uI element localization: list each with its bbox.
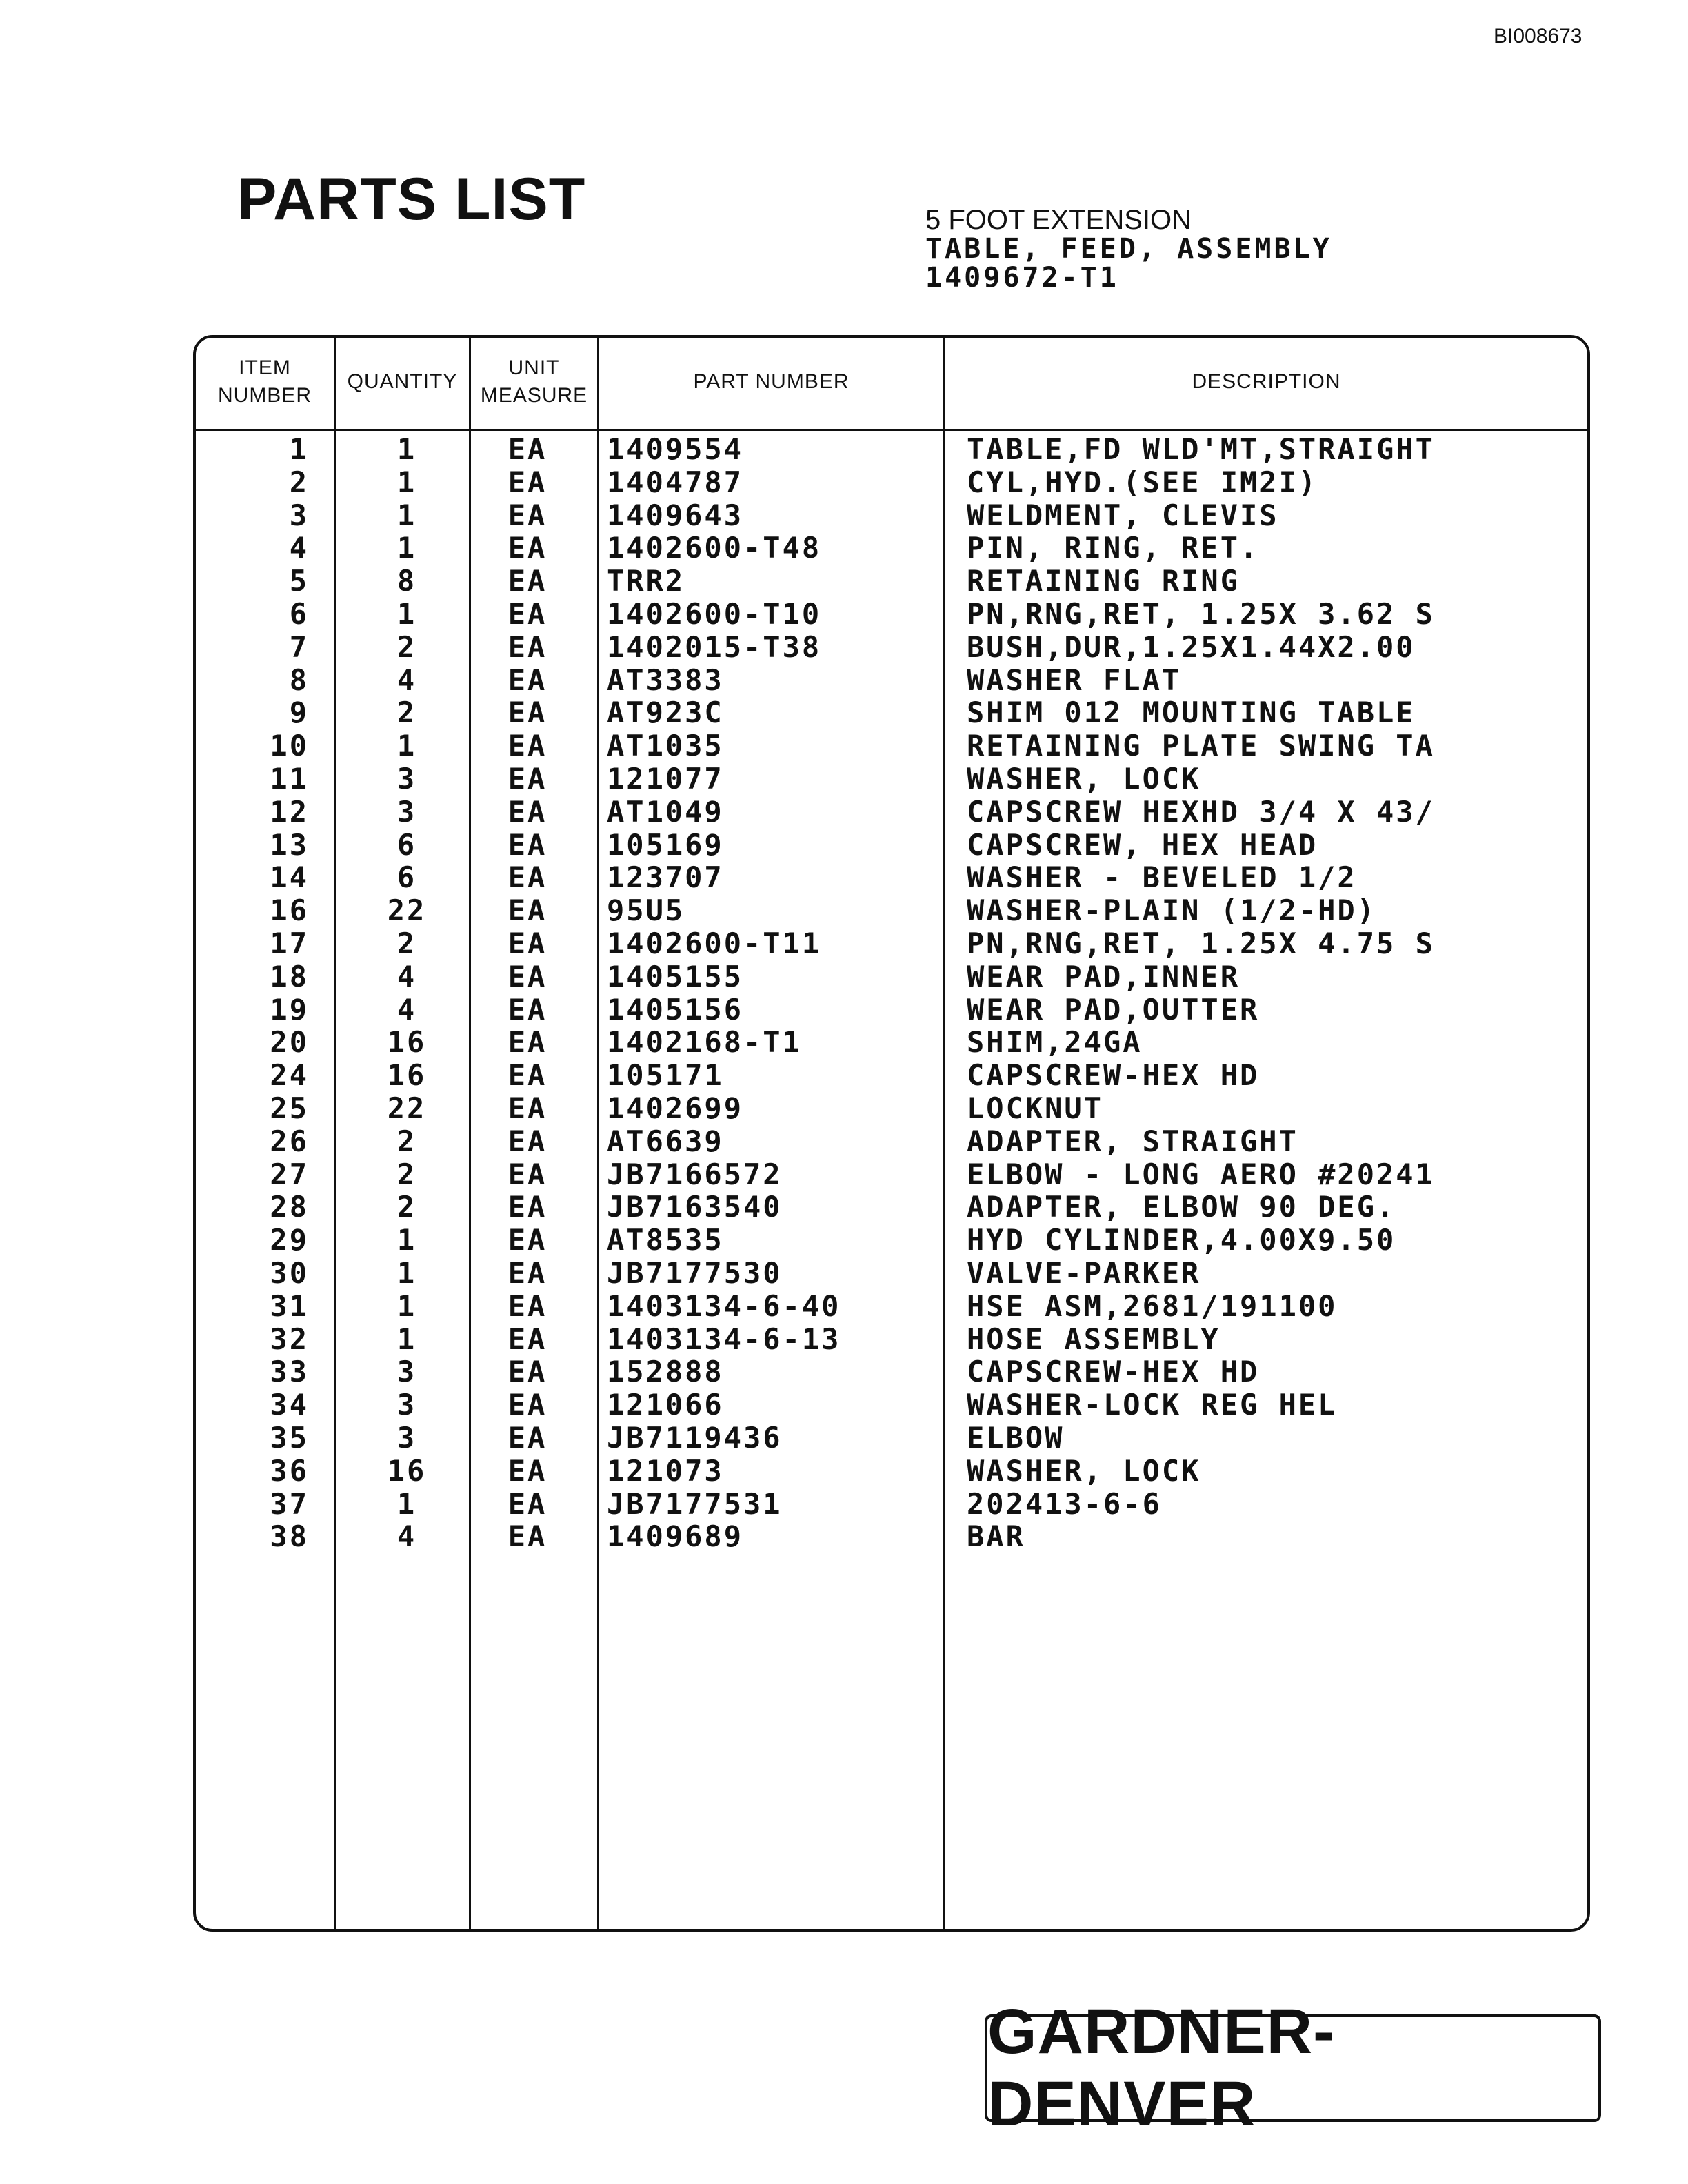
unit-measure-cell: EA — [508, 926, 547, 960]
item-number-cell: 13 — [270, 827, 309, 862]
quantity-cell: 2 — [396, 926, 417, 960]
description-cell: WASHER - BEVELED 1/2 — [967, 860, 1357, 895]
table-row — [193, 960, 1590, 993]
header-text: UNIT — [508, 356, 560, 379]
unit-measure-cell: EA — [508, 1157, 547, 1191]
quantity-cell: 16 — [387, 1058, 427, 1093]
unit-measure-cell: EA — [508, 432, 547, 466]
description-cell: SHIM,24GA — [967, 1025, 1143, 1060]
table-row — [193, 433, 1590, 466]
table-row — [193, 565, 1590, 598]
part-number-cell: 152888 — [607, 1355, 724, 1389]
unit-measure-cell: EA — [508, 696, 547, 730]
header-description — [945, 335, 1587, 429]
unit-measure-cell: EA — [508, 761, 547, 796]
item-number-cell: 29 — [270, 1223, 309, 1257]
quantity-cell: 4 — [396, 1519, 417, 1554]
quantity-cell: 3 — [396, 1355, 417, 1389]
item-number-cell: 31 — [270, 1288, 309, 1323]
description-cell: WELDMENT, CLEVIS — [967, 498, 1279, 532]
item-number-cell: 27 — [270, 1157, 309, 1191]
quantity-cell: 1 — [396, 432, 417, 466]
description-cell: WASHER-PLAIN (1/2-HD) — [967, 893, 1377, 928]
page-title: PARTS LIST — [237, 166, 586, 232]
unit-measure-cell: EA — [508, 729, 547, 763]
description-cell: HOSE ASSEMBLY — [967, 1322, 1220, 1356]
unit-measure-cell: EA — [508, 1288, 547, 1323]
item-number-cell: 12 — [270, 794, 309, 829]
part-number-cell: 121077 — [607, 761, 724, 796]
item-number-cell: 32 — [270, 1322, 309, 1356]
table-row — [193, 861, 1590, 894]
quantity-cell: 2 — [396, 1190, 417, 1224]
item-number-cell: 11 — [270, 761, 309, 796]
part-number-cell: JB7177530 — [607, 1255, 783, 1290]
item-number-cell: 24 — [270, 1058, 309, 1093]
part-number-cell: 105169 — [607, 827, 724, 862]
item-number-cell: 14 — [270, 860, 309, 895]
description-cell: HYD CYLINDER,4.00X9.50 — [967, 1223, 1396, 1257]
item-number-cell: 2 — [289, 465, 309, 499]
item-number-cell: 17 — [270, 926, 309, 960]
part-number-cell: JB7177531 — [607, 1486, 783, 1521]
header-text: DESCRIPTION — [1192, 370, 1341, 393]
quantity-cell: 1 — [396, 1255, 417, 1290]
header-item-number — [196, 335, 334, 429]
table-row — [193, 1488, 1590, 1521]
table-row — [193, 762, 1590, 796]
item-number-cell: 33 — [270, 1355, 309, 1389]
item-number-cell: 8 — [289, 663, 309, 697]
item-number-cell: 6 — [289, 596, 309, 631]
unit-measure-cell: EA — [508, 1223, 547, 1257]
table-row — [193, 598, 1590, 631]
assembly-header — [925, 205, 1332, 292]
header-part-number — [599, 335, 943, 429]
quantity-cell: 1 — [396, 465, 417, 499]
unit-measure-cell: EA — [508, 1124, 547, 1158]
header-text: QUANTITY — [347, 370, 458, 393]
unit-measure-cell: EA — [508, 860, 547, 895]
quantity-cell: 1 — [396, 1223, 417, 1257]
description-cell: LOCKNUT — [967, 1091, 1104, 1125]
table-row — [193, 1158, 1590, 1191]
unit-measure-cell: EA — [508, 1190, 547, 1224]
quantity-cell: 6 — [396, 860, 417, 895]
header-text: NUMBER — [217, 384, 312, 407]
part-number-cell: 105171 — [607, 1058, 724, 1093]
part-number-cell: JB7166572 — [607, 1157, 783, 1191]
unit-measure-cell: EA — [508, 1486, 547, 1521]
part-number-cell: 1403134-6-13 — [607, 1322, 841, 1356]
table-row — [193, 1290, 1590, 1323]
table-row — [193, 1520, 1590, 1553]
part-number-cell: JB7119436 — [607, 1420, 783, 1455]
unit-measure-cell: EA — [508, 1255, 547, 1290]
part-number-cell: 1409554 — [607, 432, 744, 466]
description-cell: PIN, RING, RET. — [967, 531, 1260, 565]
part-number-cell: 1404787 — [607, 465, 744, 499]
table-row — [193, 829, 1590, 862]
description-cell: ADAPTER, ELBOW 90 DEG. — [967, 1190, 1396, 1224]
item-number-cell: 10 — [270, 729, 309, 763]
table-row — [193, 1388, 1590, 1422]
unit-measure-cell: EA — [508, 498, 547, 532]
unit-measure-cell: EA — [508, 1453, 547, 1488]
table-row — [193, 664, 1590, 697]
table-row — [193, 499, 1590, 532]
description-cell: CAPSCREW HEXHD 3/4 X 43/ — [967, 794, 1435, 829]
unit-measure-cell: EA — [508, 564, 547, 598]
quantity-cell: 1 — [396, 596, 417, 631]
part-number-cell: 1402600-T10 — [607, 596, 822, 631]
table-row — [193, 1125, 1590, 1158]
unit-measure-cell: EA — [508, 1355, 547, 1389]
description-cell: BUSH,DUR,1.25X1.44X2.00 — [967, 629, 1416, 664]
table-row — [193, 1092, 1590, 1125]
description-cell: WEAR PAD,INNER — [967, 959, 1240, 993]
description-cell: CYL,HYD.(SEE IM2I) — [967, 465, 1318, 499]
description-cell: PN,RNG,RET, 1.25X 3.62 S — [967, 596, 1435, 631]
quantity-cell: 22 — [387, 893, 427, 928]
quantity-cell: 2 — [396, 1124, 417, 1158]
item-number-cell: 19 — [270, 992, 309, 1027]
description-cell: ELBOW - LONG AERO #20241 — [967, 1157, 1435, 1191]
quantity-cell: 2 — [396, 629, 417, 664]
table-row — [193, 631, 1590, 664]
item-number-cell: 35 — [270, 1420, 309, 1455]
quantity-cell: 4 — [396, 992, 417, 1027]
description-cell: HSE ASM,2681/191100 — [967, 1288, 1338, 1323]
item-number-cell: 4 — [289, 531, 309, 565]
table-row — [193, 466, 1590, 499]
description-cell: WASHER, LOCK — [967, 1453, 1201, 1488]
unit-measure-cell: EA — [508, 893, 547, 928]
description-cell: 202413-6-6 — [967, 1486, 1162, 1521]
part-number-cell: 121073 — [607, 1453, 724, 1488]
description-cell: WASHER-LOCK REG HEL — [967, 1388, 1338, 1422]
description-cell: SHIM 012 MOUNTING TABLE — [967, 696, 1416, 730]
part-number-cell: AT3383 — [607, 663, 724, 697]
item-number-cell: 25 — [270, 1091, 309, 1125]
part-number-cell: 95U5 — [607, 893, 685, 928]
assembly-name: TABLE, FEED, ASSEMBLY — [925, 233, 1332, 265]
unit-measure-cell: EA — [508, 959, 547, 993]
unit-measure-cell: EA — [508, 663, 547, 697]
quantity-cell: 1 — [396, 1322, 417, 1356]
unit-measure-cell: EA — [508, 794, 547, 829]
part-number-cell: 1405156 — [607, 992, 744, 1027]
part-number-cell: AT6639 — [607, 1124, 724, 1158]
quantity-cell: 2 — [396, 696, 417, 730]
quantity-cell: 4 — [396, 959, 417, 993]
table-row — [193, 1355, 1590, 1388]
quantity-cell: 1 — [396, 1486, 417, 1521]
parts-table-body — [193, 433, 1590, 1553]
quantity-cell: 1 — [396, 498, 417, 532]
item-number-cell: 9 — [289, 696, 309, 730]
unit-measure-cell: EA — [508, 992, 547, 1027]
table-row — [193, 1026, 1590, 1059]
part-number-cell: 1403134-6-40 — [607, 1288, 841, 1323]
part-number-cell: AT923C — [607, 696, 724, 730]
part-number-cell: AT1035 — [607, 729, 724, 763]
header-text: ITEM — [239, 356, 291, 379]
table-row — [193, 1422, 1590, 1455]
table-row — [193, 993, 1590, 1027]
item-number-cell: 16 — [270, 893, 309, 928]
table-row — [193, 1323, 1590, 1356]
part-number-cell: JB7163540 — [607, 1190, 783, 1224]
part-number-cell: 1402600-T48 — [607, 531, 822, 565]
table-row — [193, 696, 1590, 729]
part-number-cell: AT8535 — [607, 1223, 724, 1257]
table-row — [193, 927, 1590, 960]
description-cell: BAR — [967, 1519, 1025, 1554]
part-number-cell: 1402600-T11 — [607, 926, 822, 960]
document-id: BI008673 — [1494, 25, 1582, 48]
item-number-cell: 36 — [270, 1453, 309, 1488]
table-row — [193, 894, 1590, 927]
table-row — [193, 532, 1590, 565]
part-number-cell: 1409643 — [607, 498, 744, 532]
assembly-subtitle: 5 FOOT EXTENSION — [925, 205, 1192, 235]
quantity-cell: 3 — [396, 1420, 417, 1455]
table-row — [193, 1191, 1590, 1224]
header-divider — [193, 429, 1590, 431]
item-number-cell: 26 — [270, 1124, 309, 1158]
description-cell: TABLE,FD WLD'MT,STRAIGHT — [967, 432, 1435, 466]
table-row — [193, 729, 1590, 762]
item-number-cell: 5 — [289, 564, 309, 598]
quantity-cell: 6 — [396, 827, 417, 862]
item-number-cell: 30 — [270, 1255, 309, 1290]
quantity-cell: 3 — [396, 1388, 417, 1422]
quantity-cell: 1 — [396, 729, 417, 763]
description-cell: WASHER, LOCK — [967, 761, 1201, 796]
part-number-cell: 121066 — [607, 1388, 724, 1422]
item-number-cell: 3 — [289, 498, 309, 532]
item-number-cell: 18 — [270, 959, 309, 993]
unit-measure-cell: EA — [508, 1091, 547, 1125]
quantity-cell: 3 — [396, 794, 417, 829]
logo-text: GARDNER-DENVER — [987, 1996, 1335, 2139]
unit-measure-cell: EA — [508, 1025, 547, 1060]
description-cell: WEAR PAD,OUTTER — [967, 992, 1260, 1027]
part-number-cell: 123707 — [607, 860, 724, 895]
item-number-cell: 37 — [270, 1486, 309, 1521]
item-number-cell: 38 — [270, 1519, 309, 1554]
header-text: MEASURE — [480, 384, 588, 407]
item-number-cell: 20 — [270, 1025, 309, 1060]
part-number-cell: TRR2 — [607, 564, 685, 598]
unit-measure-cell: EA — [508, 1058, 547, 1093]
table-row — [193, 796, 1590, 829]
part-number-cell: AT1049 — [607, 794, 724, 829]
unit-measure-cell: EA — [508, 596, 547, 631]
unit-measure-cell: EA — [508, 629, 547, 664]
description-cell: PN,RNG,RET, 1.25X 4.75 S — [967, 926, 1435, 960]
quantity-cell: 4 — [396, 663, 417, 697]
unit-measure-cell: EA — [508, 827, 547, 862]
description-cell: RETAINING PLATE SWING TA — [967, 729, 1435, 763]
quantity-cell: 1 — [396, 1288, 417, 1323]
unit-measure-cell: EA — [508, 531, 547, 565]
table-row — [193, 1257, 1590, 1290]
description-cell: WASHER FLAT — [967, 663, 1182, 697]
unit-measure-cell: EA — [508, 465, 547, 499]
unit-measure-cell: EA — [508, 1519, 547, 1554]
unit-measure-cell: EA — [508, 1388, 547, 1422]
part-number-cell: 1405155 — [607, 959, 744, 993]
quantity-cell: 3 — [396, 761, 417, 796]
description-cell: CAPSCREW-HEX HD — [967, 1355, 1260, 1389]
header-quantity — [336, 335, 469, 429]
description-cell: CAPSCREW, HEX HEAD — [967, 827, 1318, 862]
quantity-cell: 16 — [387, 1025, 427, 1060]
description-cell: CAPSCREW-HEX HD — [967, 1058, 1260, 1093]
item-number-cell: 28 — [270, 1190, 309, 1224]
header-unit-measure — [471, 335, 597, 429]
table-row — [193, 1455, 1590, 1488]
unit-measure-cell: EA — [508, 1420, 547, 1455]
description-cell: ADAPTER, STRAIGHT — [967, 1124, 1298, 1158]
gardner-denver-logo — [985, 1996, 1601, 2139]
quantity-cell: 2 — [396, 1157, 417, 1191]
item-number-cell: 34 — [270, 1388, 309, 1422]
item-number-cell: 1 — [289, 432, 309, 466]
part-number-cell: 1402168-T1 — [607, 1025, 802, 1060]
quantity-cell: 1 — [396, 531, 417, 565]
part-number-cell: 1402699 — [607, 1091, 744, 1125]
part-number-cell: 1402015-T38 — [607, 629, 822, 664]
description-cell: ELBOW — [967, 1420, 1065, 1455]
table-row — [193, 1059, 1590, 1092]
table-row — [193, 1224, 1590, 1257]
header-text: PART NUMBER — [693, 370, 850, 393]
assembly-number: 1409672-T1 — [925, 262, 1119, 294]
quantity-cell: 22 — [387, 1091, 427, 1125]
quantity-cell: 8 — [396, 564, 417, 598]
part-number-cell: 1409689 — [607, 1519, 744, 1554]
quantity-cell: 16 — [387, 1453, 427, 1488]
unit-measure-cell: EA — [508, 1322, 547, 1356]
description-cell: RETAINING RING — [967, 564, 1240, 598]
item-number-cell: 7 — [289, 629, 309, 664]
description-cell: VALVE-PARKER — [967, 1255, 1201, 1290]
